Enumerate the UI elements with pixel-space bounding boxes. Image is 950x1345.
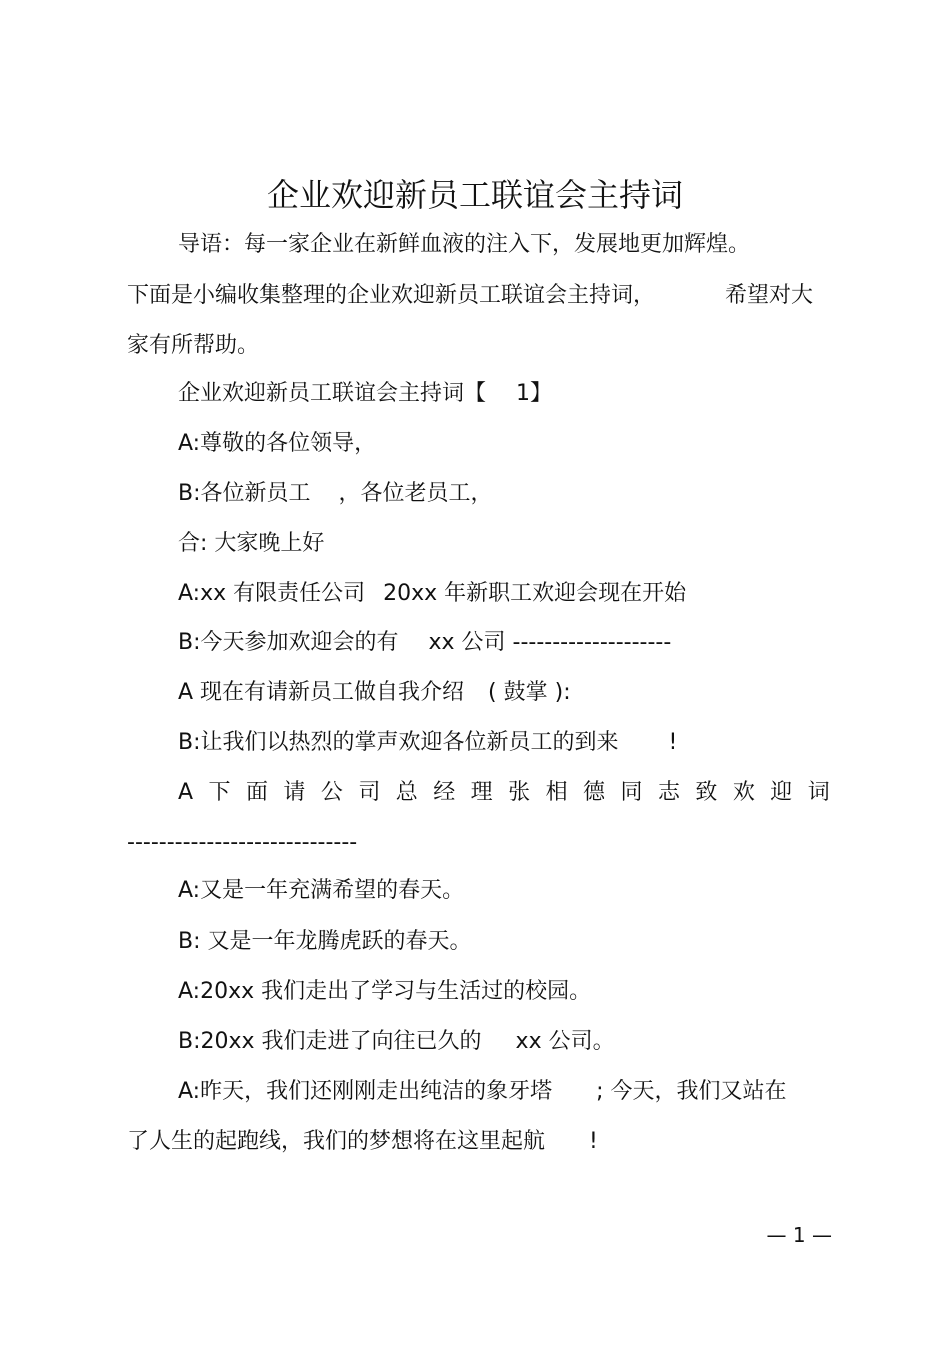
char: 总: [395, 780, 418, 805]
char: 志: [657, 780, 680, 805]
script-line-a1: A:尊敬的各位领导，: [178, 431, 377, 456]
intro-line-2-text: 下面是小编收集整理的企业欢迎新员工联谊会主持词，: [127, 283, 656, 308]
char: 公: [320, 780, 343, 805]
script-line-a7-continued: [127, 1126, 598, 1158]
script-line-b2: [178, 627, 671, 659]
char: 司: [358, 780, 381, 805]
char: 德: [583, 780, 606, 805]
char: 迎: [770, 780, 793, 805]
script-line-b1: [178, 478, 493, 510]
char: 请: [283, 780, 306, 805]
script-line-a2: [178, 578, 686, 610]
script-line-a7-cont-part2: !: [589, 1129, 598, 1154]
section-heading: [178, 378, 552, 410]
script-line-b3-part1: B:让我们以热烈的掌声欢迎各位新员工的到来: [178, 730, 619, 755]
section-heading-text: 企业欢迎新员工联谊会主持词【: [178, 381, 487, 406]
section-heading-number: 1】: [516, 381, 553, 406]
script-line-b3-part2: !: [668, 730, 678, 755]
script-line-a3-part1: A 现在有请新员工做自我介绍: [178, 680, 465, 705]
script-line-b1-part2: ，各位老员工，: [338, 481, 493, 506]
script-line-a5: A:又是一年充满希望的春天。: [178, 878, 465, 903]
intro-line-2: [127, 280, 813, 312]
char: 致: [695, 780, 718, 805]
script-line-a3-part2: ( 鼓掌 ):: [488, 680, 571, 705]
char: A: [178, 780, 194, 805]
char: 相: [545, 780, 568, 805]
script-line-b1-part1: B:各位新员工: [178, 481, 311, 506]
script-line-a4-dashes: -----------------------------: [127, 830, 358, 855]
char: 词: [807, 780, 830, 805]
script-line-a2-part1: A:xx 有限责任公司: [178, 581, 366, 606]
script-line-a7: [178, 1076, 786, 1108]
char: 张: [508, 780, 531, 805]
script-line-a2-part2: 20xx 年新职工欢迎会现在开始: [383, 581, 687, 606]
script-line-b2-part1: B:今天参加欢迎会的有: [178, 630, 399, 655]
char: 面: [245, 780, 268, 805]
script-line-a3: [178, 677, 571, 709]
script-line-b5: B: 又是一年龙腾虎跃的春天。: [178, 929, 472, 954]
script-line-b6: [178, 1026, 615, 1058]
intro-line-2-tail: 希望对大: [725, 283, 814, 308]
script-line-he: 合: 大家晚上好: [178, 531, 325, 556]
script-line-b6-part2: xx 公司。: [515, 1029, 615, 1054]
char: 欢: [732, 780, 755, 805]
script-line-b6-part1: B:20xx 我们走进了向往已久的: [178, 1029, 482, 1054]
script-line-b3: [178, 727, 677, 759]
intro-line-1: 导语：每一家企业在新鲜血液的注入下，发展地更加辉煌。: [178, 232, 751, 257]
document-title: 企业欢迎新员工联谊会主持词: [266, 176, 683, 214]
char: 理: [470, 780, 493, 805]
script-line-a6: A:20xx 我们走出了学习与生活过的校园。: [178, 979, 592, 1004]
script-line-a7-cont-part1: 了人生的起跑线，我们的梦想将在这里起航: [127, 1129, 546, 1154]
intro-line-3: 家有所帮助。: [127, 333, 260, 358]
page-number: — 1 —: [766, 1223, 832, 1247]
char: 经: [433, 780, 456, 805]
char: 下: [208, 780, 231, 805]
script-line-b2-part2: xx 公司 --------------------: [428, 630, 672, 655]
char: 同: [620, 780, 643, 805]
script-line-a4-justified: [178, 777, 830, 809]
script-line-a7-part1: A:昨天，我们还刚刚走出纯洁的象牙塔: [178, 1079, 553, 1104]
script-line-a7-part2: ; 今天，我们又站在: [596, 1079, 787, 1104]
